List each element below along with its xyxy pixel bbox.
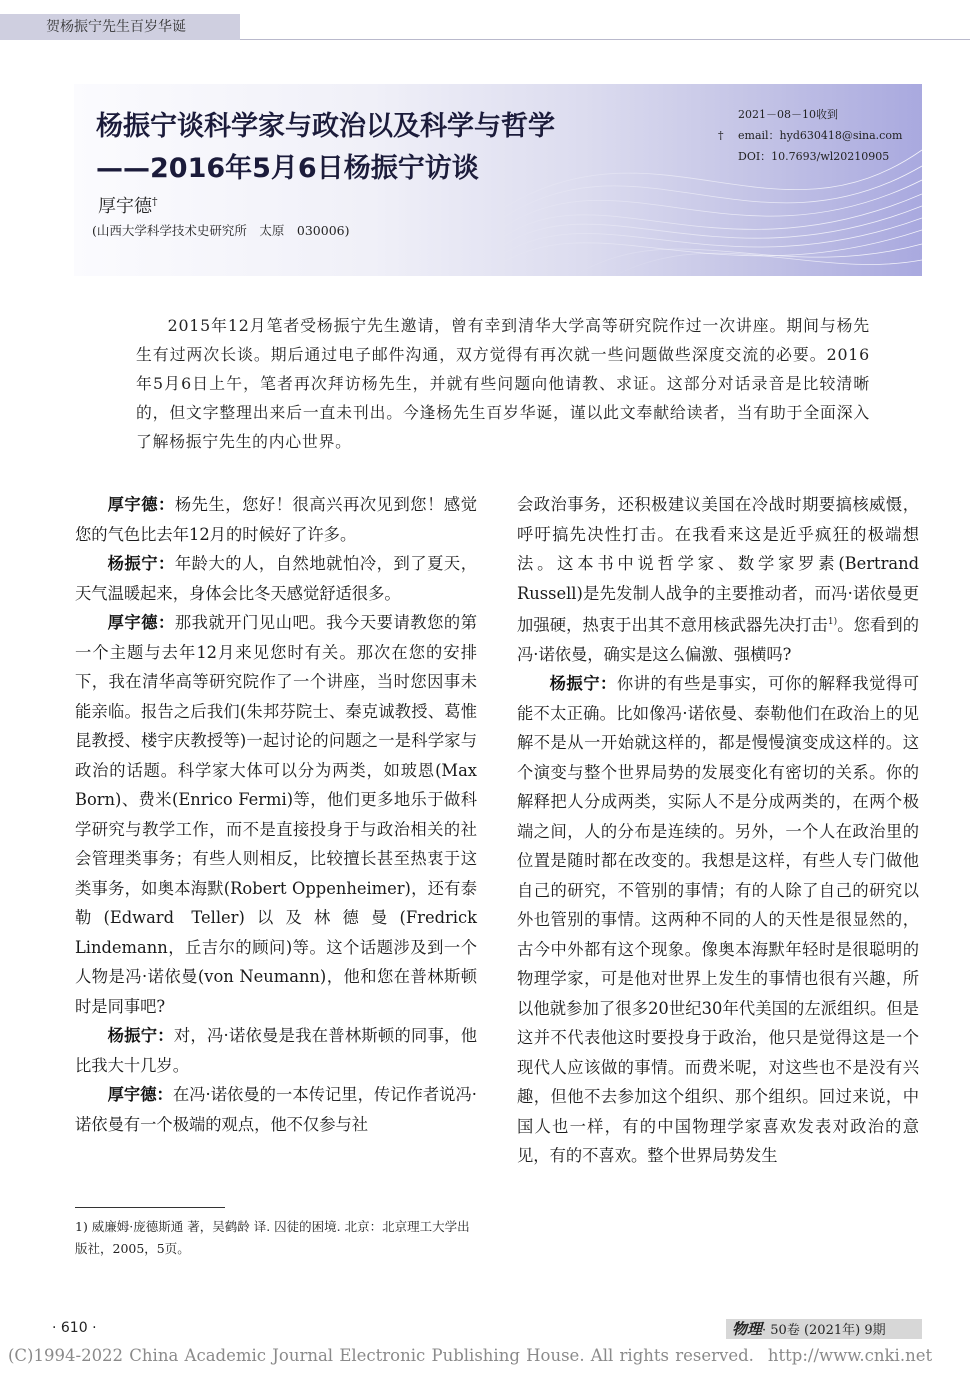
right-column [517,490,919,1171]
footnote-marker: 1) [827,617,838,627]
copyright-text: (C)1994-2022 China Academic Journal Electronic Publishing House. All rights reserved. [8,1346,754,1365]
received-date: 2021－08－10收到 [738,108,838,121]
article-title-banner [74,84,922,276]
speaker-label: 厚宇德： [107,495,175,514]
author-mark: † [152,195,158,208]
speaker-label: 厚宇德： [107,613,175,632]
left-column [75,490,477,1139]
speaker-label: 杨振宁： [107,1026,174,1045]
copyright-watermark [8,1346,932,1365]
doi: DOI：10.7693/wl20210905 [738,150,890,163]
speaker-label: 厚宇德： [107,1085,173,1104]
article-meta [718,104,903,167]
footnote-rule [75,1207,225,1208]
dialogue-text: 那我就开门见山吧。我今天要请教您的第一个主题与去年12月来见您时有关。那次在您的安排下，我在清华高等研究院作了一个讲座，当时您因事未能亲临。报告之后我们(朱邦芬院士、秦克诚教授、葛惟昆教授、楼宇庆教授等)一起讨论的问题之一是科学家与政治的话题。科学家大体可以分为两类，如玻恩(Max Born)、费米(Enrico Fermi)等，他们更多地乐于做科学研究与教学工作，而不是直接投身于与政治相关的社会管理类事务；有些人则相反，比较擅长甚至热衷于这类事务，如奥本海默(Robert Oppenheimer)，还有泰勒(Edward Teller)以及林德曼(Fredrick Lindemann，丘吉尔的顾问)等。这个话题涉及到一个人物是冯·诺依曼(von Neumann)，他和您在普林斯顿时是同事吧? [75,613,477,1016]
article-title-line1: 杨振宁谈科学家与政治以及科学与哲学 [96,111,555,142]
dialogue-text: 在冯·诺依曼的一本传记里，传记作者说冯·诺依曼有一个极端的观点，他不仅参与社 [75,1085,477,1134]
dialogue-paragraph [75,1021,477,1080]
dialogue-continuation [517,490,919,669]
article-title-line2: ——2016年5月6日杨振宁访谈 [96,153,479,184]
abstract: 2015年12月笔者受杨振宁先生邀请，曾有幸到清华大学高等研究院作过一次讲座。期间与杨先生有过两次长谈。期后通过电子邮件沟通，双方觉得有再次就一些问题做些深度交流的必要。2016年5月6日上午，笔者再次拜访杨先生，并就有些问题向他请教、求证。这部分对话录音是比较清晰的，但文字整理出来后一直未刊出。今逢杨先生百岁华诞，谨以此文奉献给读者，当有助于全面深入了解杨振宁先生的内心世界。 [136,316,870,451]
speaker-label: 杨振宁： [549,674,617,694]
dialogue-text: 杨先生，您好！很高兴再次见到您！感觉您的气色比去年12月的时候好了许多。 [75,495,477,544]
series-title: 贺杨振宁先生百岁华诞 [46,19,186,35]
dialogue-text: 年龄大的人，自然地就怕冷，到了夏天，天气温暖起来，身体会比冬天感觉舒适很多。 [75,554,477,603]
header-rule [240,39,970,40]
dialogue-paragraph [75,549,477,608]
dialogue-text: 你讲的有些是事实，可你的解释我觉得可能不太正确。比如像冯·诺依曼、泰勒他们在政治上的见解不是从一开始就这样的，都是慢慢演变成这样的。这个演变与整个世界局势的发展变化有密切的关系。你的解释把人分成两类，实际人不是分成两类的，在两个极端之间，人的分布是连续的。另外，一个人在政治里的位置是随时都在改变的。我想是这样，有些人专门做他自己的研究，不管别的事情；有的人除了自己的研究以外也管别的事情。这两种不同的人的天性是很显然的，古今中外都有这个现象。像奥本海默年轻时是很聪明的物理学家，可是他对世界上发生的事情也很有兴趣，所以他就参加了很多20世纪30年代美国的左派组织。但是这并不代表他这时要投身于政治，他只是觉得这是一个现代人应该做的事情。而费米呢，对这些也不是没有兴趣，但他不去参加这个组织、那个组织。回过来说，中国人也一样，有的中国物理学家喜欢发表对政治的意见，有的不喜欢。整个世界局势发生 [517,674,919,1166]
speaker-label: 杨振宁： [107,554,175,573]
dialogue-paragraph [75,490,477,549]
dagger-mark: † [718,129,724,142]
author-email: email：hyd630418@sina.com [738,129,903,142]
cnki-url: http://www.cnki.net [767,1346,933,1365]
page-number: · 610 · [52,1320,97,1336]
series-header-tag [0,14,240,40]
author [98,192,158,218]
journal-issue: · 50卷 (2021年) 9期 [762,1323,886,1338]
affiliation: (山西大学科学技术史研究所 太原 030006) [92,223,350,238]
footnote: 1) 威廉姆·庞德斯通 著，吴鹤龄 译. 囚徒的困境. 北京：北京理工大学出版社，2005，5页。 [75,1219,470,1256]
dialogue-text: 对，冯·诺依曼是我在普林斯顿的同事，他比我大十几岁。 [75,1026,477,1075]
author-name: 厚宇德 [98,196,152,217]
dialogue-paragraph [517,669,919,1171]
dialogue-paragraph [75,608,477,1021]
journal-issue-box [726,1319,922,1339]
dialogue-text: 会政治事务，还积极建议美国在冷战时期要搞核威慑，呼吁搞先决性打击。在我看来这是近乎疯狂的极端想法。这本书中说哲学家、数学家罗素(Bertrand Russell)是先发制人战争的主要推动者，而冯·诺依曼更加强硬，热衷于出其不意用核武器先决打击 [517,495,919,635]
dialogue-text: 。您看到的冯·诺依曼，确实是这么偏激、强横吗? [517,615,919,664]
journal-name: 物理 [732,1320,763,1338]
dialogue-paragraph [75,1080,477,1139]
